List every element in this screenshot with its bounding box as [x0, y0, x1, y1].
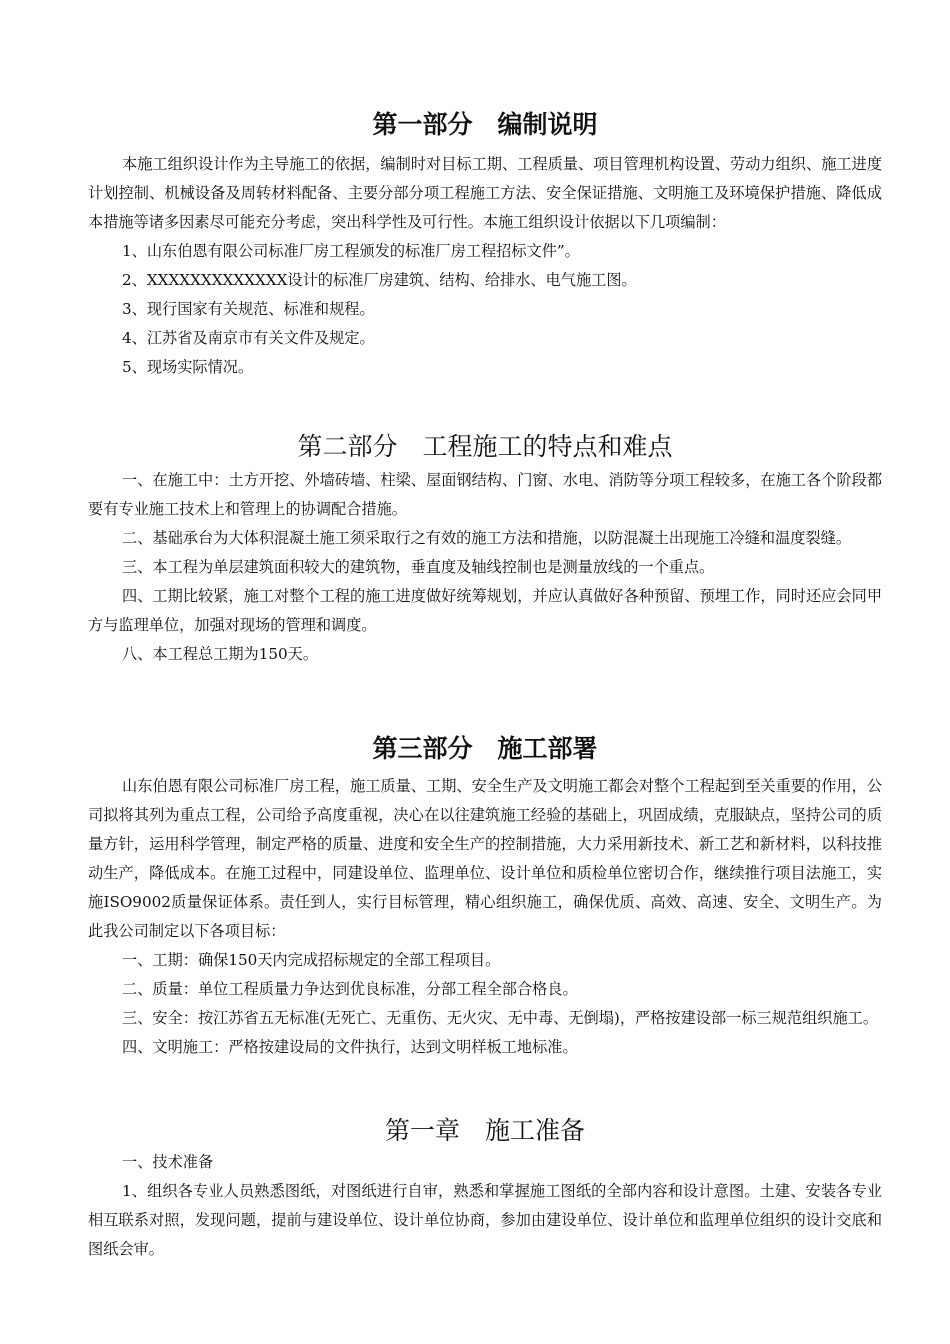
- part2-section: [88, 430, 882, 464]
- part1-item: 3、现行国家有关规范、标准和规程。: [122, 300, 375, 318]
- part3-item: 四、文明施工：严格按建设局的文件执行，达到文明样板工地标准。: [122, 1038, 578, 1056]
- part2-item: 一、在施工中：土方开挖、外墙砖墙、柱梁、屋面钢结构、门窗、水电、消防等分项工程较多，在施工各个阶段都要有专业施工技术上和管理上的协调配合措施。: [88, 471, 882, 518]
- part2-item: 二、基础承台为大体积混凝土施工须采取行之有效的施工方法和措施，以防混凝土出现施工冷缝和温度裂缝。: [122, 529, 851, 547]
- part2-item: 八、本工程总工期为150天。: [122, 645, 319, 663]
- part1-item: 4、江苏省及南京市有关文件及规定。: [122, 329, 375, 347]
- part3-body: [88, 772, 882, 1062]
- part1-intro: 本施工组织设计作为主导施工的依据，编制时对目标工期、工程质量、项目管理机构设置、劳动力组织、施工进度计划控制、机械设备及周转材料配备、主要分部分项工程施工方法、安全保证措施、文明施工及环境保护措施、降低成本措施等诸多因素尽可能充分考虑，突出科学性及可行性。本施工组织设计依据以下几项编制：: [88, 155, 882, 231]
- chapter1-section: [88, 1114, 882, 1148]
- part3-section: [88, 732, 882, 766]
- chapter1-title: 第一章 施工准备: [384, 1116, 585, 1145]
- part1-item: 1、山东伯恩有限公司标准厂房工程颁发的标准厂房工程招标文件”。: [122, 242, 580, 260]
- part1-body: [88, 150, 882, 382]
- part1-item: 5、现场实际情况。: [122, 358, 254, 376]
- part3-title: 第三部分 施工部署: [372, 734, 598, 763]
- part1-item: 2、XXXXXXXXXXXXX设计的标准厂房建筑、结构、给排水、电气施工图。: [122, 271, 637, 289]
- chapter1-item: 1、组织各专业人员熟悉图纸，对图纸进行自审，熟悉和掌握施工图纸的全部内容和设计意图。土建、安装各专业相互联系对照，发现问题，提前与建设单位、设计单位协商，参加由建设单位、设计单位和监理单位组织的设计交底和图纸会审。: [88, 1182, 882, 1258]
- part2-item: 四、工期比较紧，施工对整个工程的施工进度做好统筹规划，并应认真做好各种预留、预埋工作，同时还应会同甲方与监理单位，加强对现场的管理和调度。: [88, 587, 882, 634]
- part3-intro: 山东伯恩有限公司标准厂房工程，施工质量、工期、安全生产及文明施工都会对整个工程起到至关重要的作用，公司拟将其列为重点工程，公司给予高度重视，决心在以往建筑施工经验的基础上，巩固成绩，克服缺点，坚持公司的质量方针，运用科学管理，制定严格的质量、进度和安全生产的控制措施，大力采用新技术、新工艺和新材料，以科技推动生产，降低成本。在施工过程中，同建设单位、监理单位、设计单位和质检单位密切合作，继续推行项目法施工，实施ISO9002质量保证体系。责任到人，实行目标管理，精心组织施工，确保优质、高效、高速、安全、文明生产。为此我公司制定以下各项目标：: [88, 777, 882, 940]
- part1-title: 第一部分 编制说明: [372, 110, 598, 139]
- part2-body: [88, 466, 882, 669]
- chapter1-body: [88, 1148, 882, 1264]
- part3-item: 一、工期：确保150天内完成招标规定的全部工程项目。: [122, 951, 501, 969]
- chapter1-subtitle: 一、技术准备: [122, 1153, 214, 1171]
- part3-item: 二、质量：单位工程质量力争达到优良标准，分部工程全部合格良。: [122, 980, 578, 998]
- part1-section: [88, 108, 882, 142]
- part2-title: 第二部分 工程施工的特点和难点: [297, 432, 673, 461]
- part3-item: 三、安全：按江苏省五无标准(无死亡、无重伤、无火灾、无中毒、无倒塌)，严格按建设部一标三规范组织施工。: [122, 1009, 879, 1027]
- part2-item: 三、本工程为单层建筑面积较大的建筑物，垂直度及轴线控制也是测量放线的一个重点。: [122, 558, 715, 576]
